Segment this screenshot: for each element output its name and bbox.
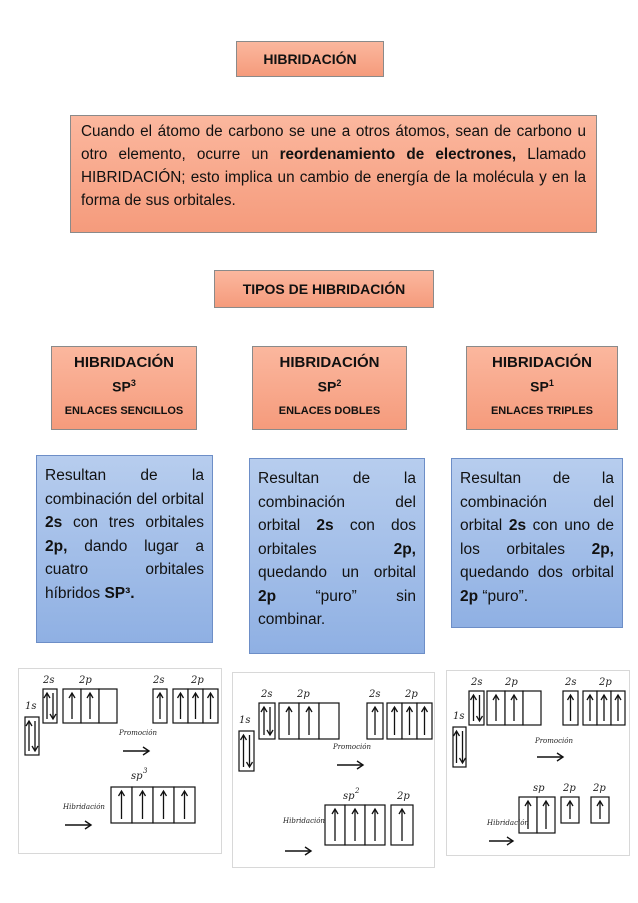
hybrid-sp3-enlaces: ENLACES SENCILLOS <box>64 404 184 417</box>
hybrid-sp3-label: $SP^3$ <box>112 378 136 395</box>
intro-bold: reordenamiento de electrones, <box>279 146 517 163</box>
desc-sp3: Resultan de la combinación del orbital 2s con tres orbitales 2p, dando lugar a cuatro orbitales híbridos SP³. <box>36 455 213 643</box>
desc-sp1: Resultan de la combinación del orbital 2s con uno de los orbitales 2p, quedando dos orbital 2p “puro”. <box>451 458 623 628</box>
label-2p: 2p <box>297 689 310 700</box>
label-hibridacion: Hibridación <box>63 803 105 811</box>
hybrid-sp3-box <box>51 346 197 430</box>
label-2s-exc: 2s <box>369 689 381 700</box>
page-title: HIBRIDACIÓN <box>236 41 384 77</box>
diagram-sp1 <box>446 670 630 856</box>
label-2p: 2p <box>505 677 518 688</box>
label-promocion: Promoción <box>535 737 574 745</box>
label-2p-exc: 2p <box>191 675 204 686</box>
hybrid-sp1-name: HIBRIDACIÓN <box>492 354 592 371</box>
orb-2s-box <box>43 689 57 723</box>
hybrid-sp2-label: $SP^2$ <box>317 378 342 395</box>
intro-box <box>70 115 597 233</box>
hybrid-sp2-box <box>252 346 407 430</box>
hybrid-sp1-box <box>466 346 618 430</box>
label-hibridacion: Hibridación <box>487 819 529 827</box>
label-sp3-sup: 3 <box>143 767 148 775</box>
label-2s: 2s <box>471 677 483 688</box>
tipos-title: TIPOS DE HIBRIDACIÓN <box>214 270 434 308</box>
orb-1s-box <box>25 717 39 755</box>
hybrid-sp1-enlaces: ENLACES TRIPLES <box>490 404 594 417</box>
orbital-diagram-sp3 <box>19 669 223 855</box>
orb-2s-box <box>469 691 484 725</box>
label-sp3: sp <box>131 771 143 782</box>
label-2p-puro-b: 2p <box>593 783 606 794</box>
label-2p-exc: 2p <box>405 689 418 700</box>
label-1s: 1s <box>453 711 465 722</box>
orbital-diagram-sp2 <box>233 673 436 869</box>
label-2p-exc: 2p <box>599 677 612 688</box>
orb-2p-box <box>523 691 541 725</box>
label-promocion: Promoción <box>119 729 158 737</box>
label-sp1: sp <box>533 783 545 794</box>
diagram-sp3 <box>18 668 222 854</box>
label-2s-exc: 2s <box>153 675 165 686</box>
hybrid-sp2-name: HIBRIDACIÓN <box>279 354 380 371</box>
label-2s: 2s <box>43 675 55 686</box>
label-2p: 2p <box>79 675 92 686</box>
desc-sp2: Resultan de la combinación del orbital 2s con dos orbitales 2p, quedando un orbital 2p “puro” sin combinar. <box>249 458 425 654</box>
label-sp2: sp <box>343 791 355 802</box>
hybrid-sp1-label: $SP^1$ <box>530 378 554 395</box>
label-promocion: Promoción <box>333 743 372 751</box>
hybrid-sp2-enlaces: ENLACES DOBLES <box>278 404 381 417</box>
intro-text-1: Cuando el átomo de carbono se une a otros átomos, sean de carbono u otro elemento, ocurre un <box>81 123 586 163</box>
label-2p-puro: 2p <box>397 791 410 802</box>
label-sp2-sup: 2 <box>355 787 360 795</box>
diagram-sp2 <box>232 672 435 868</box>
hybrid-sp3-name: HIBRIDACIÓN <box>74 354 174 371</box>
intro-text-2: Llamado HIBRIDACIÓN; esto implica un cambio de energía de la molécula y en la forma de sus orbitales. <box>81 146 586 209</box>
orb-2p-box <box>319 703 339 739</box>
orb-2p-box <box>99 689 117 723</box>
label-2s-exc: 2s <box>565 677 577 688</box>
label-2s: 2s <box>261 689 273 700</box>
orb-2s-box <box>259 703 275 739</box>
orbital-diagram-sp1 <box>447 671 631 857</box>
orb-1s-box <box>239 731 254 771</box>
label-hibridacion: Hibridación <box>283 817 325 825</box>
label-1s: 1s <box>239 715 251 726</box>
label-1s: 1s <box>25 701 37 712</box>
label-2p-puro-a: 2p <box>563 783 576 794</box>
